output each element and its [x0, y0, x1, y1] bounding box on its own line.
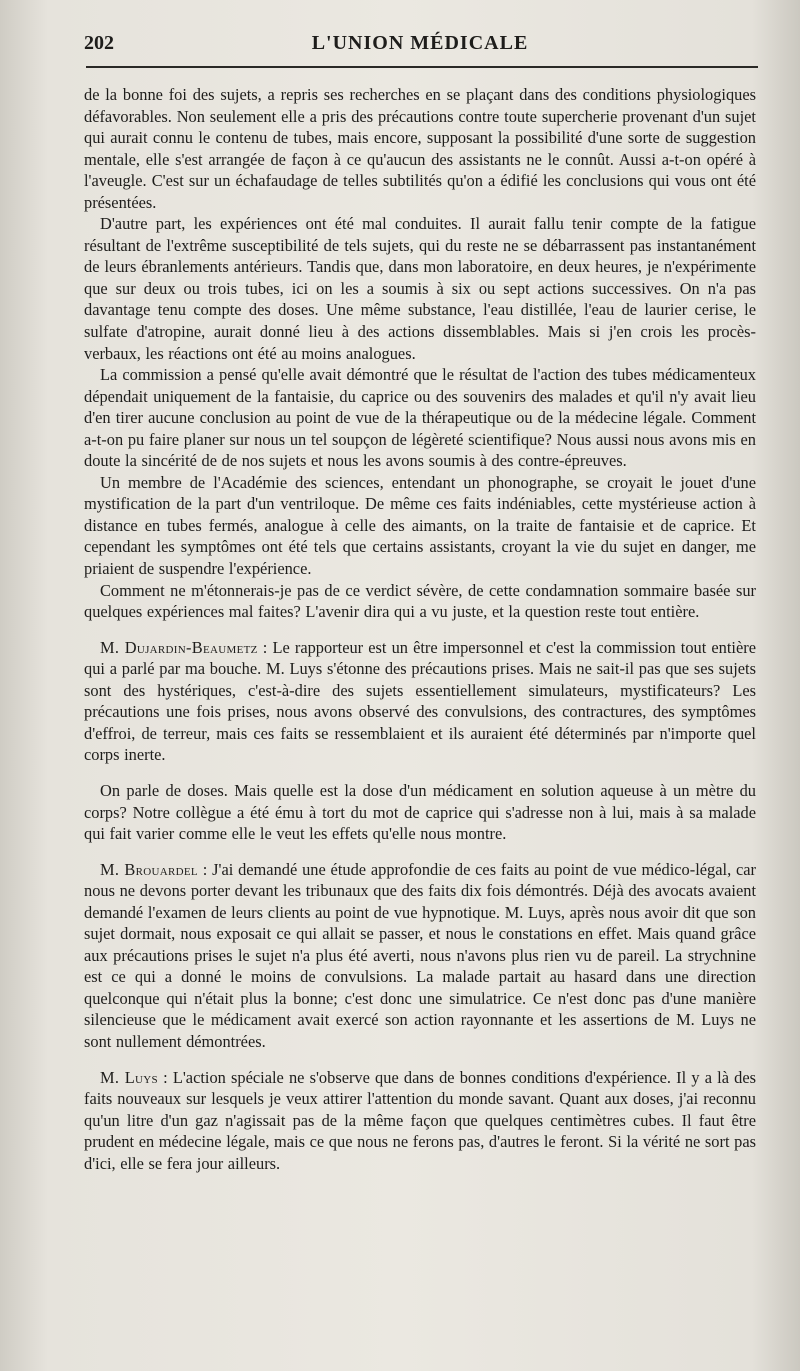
speaker-name: M. Dujardin-Beaumetz	[100, 637, 258, 657]
header-rule	[86, 66, 758, 68]
speech-paragraph	[84, 859, 756, 1053]
speech-text: : Le rapporteur est un être impersonnel et c'est la commission tout entière qui a parlé par ma bouche. M. Luys s'étonne des précautions prises. Mais ne sait-il pas que ses sujets sont des hystériques, c'est-à-dire des sujets essentiellement simulateurs, mystificateurs? Les précautions une fois prises, nous avons observé des convulsions, des contractures, des symptômes d'effroi, de terreur, mais ces faits se ressemblaient et ils auraient été déterminés par n'importe quel corps inerte.	[84, 637, 756, 765]
paragraph-text: de la bonne foi des sujets, a repris ses recherches en se plaçant dans des conditions physiologiques défavorables. Non seulement elle a pris des précautions contre toute supercherie provenant d'un sujet qui aurait connu le contenu de tubes, mais encore, supposant la possibilité d'une sorte de suggestion mentale, elle s'est arrangée de façon à ce qu'aucun des assistants ne le connût. Aussi a-t-on opéré à l'aveugle. C'est sur un échafaudage de telles subtilités qu'on a édifié les conclusions qui vous ont été présentées.	[84, 85, 756, 212]
paragraph	[84, 472, 756, 580]
speech-text: : J'ai demandé une étude approfondie de ces faits au point de vue médico-légal, car nous ne devons porter devant les tribunaux que des faits dix fois démontrés. Déjà des avocats avaient demandé l'examen de leurs clients au point de vue hypnotique. M. Luys, après nous avoir dit que son sujet dormait, nous exposait ce qui allait se passer, et nous le constations en effet. Mais quand grâce aux précautions prises le sujet n'a plus été averti, nous n'avons plus rien vu de pareil. La strychnine est ce qui a donné le moins de convulsions. La malade partait au hasard dans une direction quelconque qui n'était plus la bonne; c'est donc une simulatrice. Ce n'est donc pas d'une manière silencieuse que le médicament avait exercé son action rayonnante et les assertions de M. Luys ne sont nullement démontrées.	[84, 859, 756, 1051]
paragraph-continued	[84, 84, 756, 213]
paragraph	[84, 780, 756, 845]
page-header	[84, 22, 756, 62]
paragraph	[84, 580, 756, 623]
speech-paragraph	[84, 1067, 756, 1175]
speech-text: : L'action spéciale ne s'observe que dans de bonnes conditions d'expérience. Il y a là des faits nouveaux sur lesquels je veux attirer l'attention du monde savant. Quant aux doses, j'ai reconnu qu'un litre d'un gaz n'agissait pas de la même façon que quelques centimètres cubes. Il faut être prudent en médecine légale, mais ce que nous ne ferons pas, d'autres le feront. Si la vérité ne sort pas d'ici, elle se fera jour ailleurs.	[84, 1067, 756, 1173]
speech-paragraph	[84, 637, 756, 766]
paragraph-text: La commission a pensé qu'elle avait démontré que le résultat de l'action des tubes médicamenteux dépendait uniquement de la fantaisie, du caprice ou des souvenirs des malades et qu'il n'y avait lieu d'en tirer aucune conclusion au point de vue de la thérapeutique ou de la médecine légale. Comment a-t-on pu faire planer sur nous un tel soupçon de légèreté scientifique? Nous aussi nous avons mis en doute la sincérité de de nos sujets et nous les avons soumis à des contre-épreuves.	[84, 365, 756, 471]
paragraph-text: On parle de doses. Mais quelle est la dose d'un médicament en solution aqueuse à un mètre du corps? Notre collègue a été ému à tort du mot de caprice qui s'adresse non à lui, mais à sa malade qui fait varier comme elle le veut les effets qu'elle nous montre.	[84, 780, 756, 844]
page-number: 202	[84, 32, 114, 54]
paragraph-text: Un membre de l'Académie des sciences, entendant un phonographe, se croyait le jouet d'une mystification de la part d'un ventriloque. De même ces faits indéniables, cette mystérieuse action à distance en tubes fermés, analogue à celle des aimants, on la traite de fantaisie et de caprice. Et cependant les symptômes ont été tels que certains assistants, croyant la vie du sujet en danger, me priaient de suspendre l'expérience.	[84, 472, 756, 579]
speaker-name: M. Luys	[100, 1067, 158, 1087]
running-title: L'UNION MÉDICALE	[311, 32, 529, 54]
paragraph	[84, 213, 756, 364]
paragraph-text: Comment ne m'étonnerais-je pas de ce verdict sévère, de cette condamnation sommaire basée sur quelques expériences mal faites? L'avenir dira qui a vu juste, et la question reste tout entière.	[84, 580, 756, 622]
speaker-name: M. Brouardel	[100, 859, 198, 879]
paragraph	[84, 364, 756, 472]
body-text	[84, 84, 756, 1174]
paragraph-text: D'autre part, les expériences ont été mal conduites. Il aurait fallu tenir compte de la fatigue résultant de l'extrême susceptibilité de tels sujets, qui du reste ne se débarrassent pas instantanément de leurs ébranlements antérieurs. Tandis que, dans mon laboratoire, en deux heures, je n'expérimente que sur deux ou trois tubes, ici on les a soumis à six ou sept actions successives. On n'a pas davantage tenu compte des doses. Une même substance, l'eau distillée, l'eau de laurier cerise, le sulfate d'atropine, aurait donné lieu à des actions dissemblables. Mais si j'en crois les procès-verbaux, les réactions ont été au moins analogues.	[84, 214, 756, 363]
